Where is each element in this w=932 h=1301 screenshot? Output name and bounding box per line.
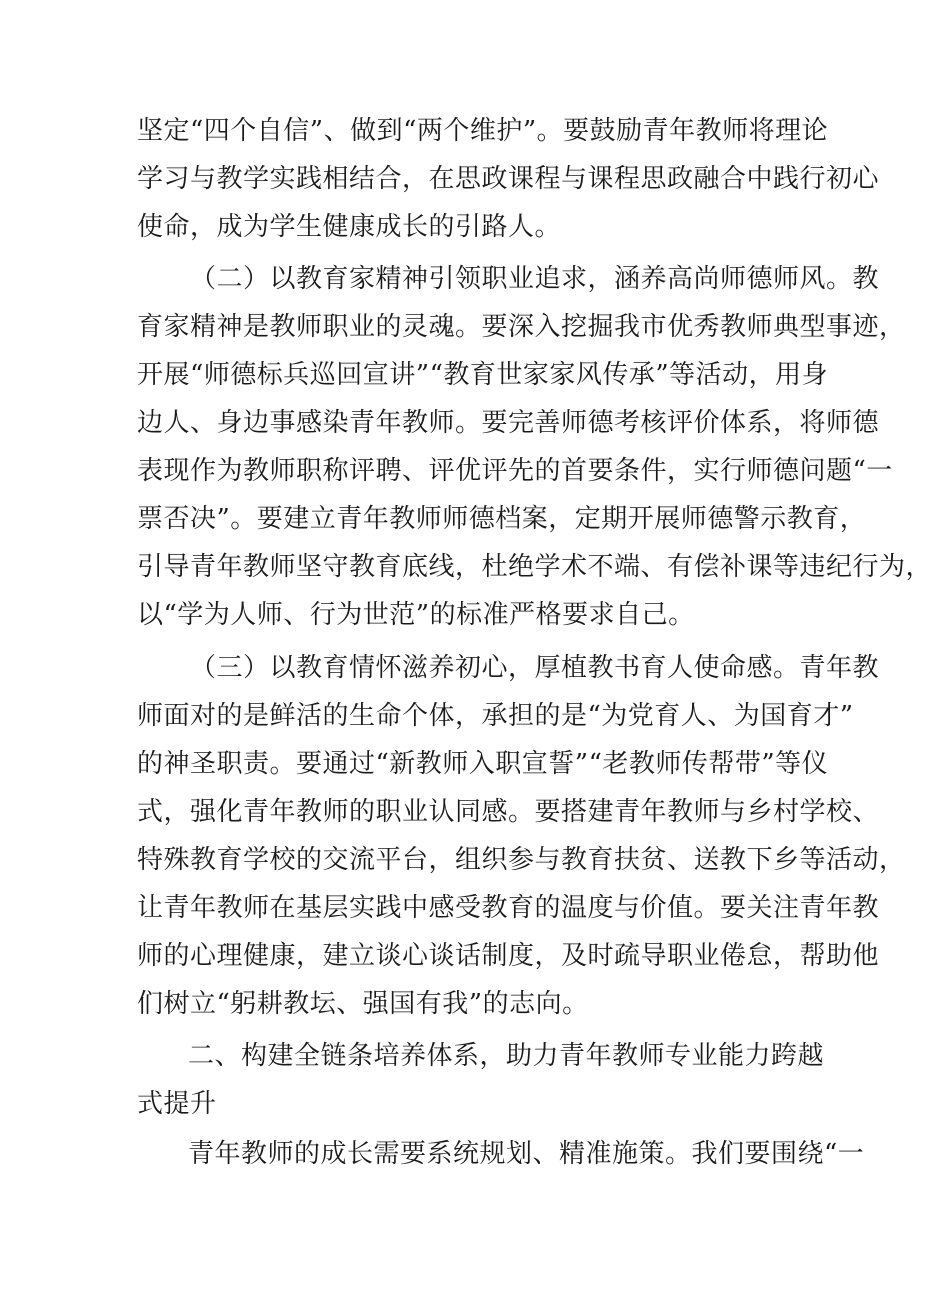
para3-line-2: 师面对的是鲜活的生命个体，承担的是“为党育人、为国育才” — [137, 701, 854, 731]
para2-line-8: 以“学为人师、行为世范”的标准严格要求自己。 — [137, 600, 695, 630]
para2-line-7: 引导青年教师坚守教育底线，杜绝学术不端、有偿补课等违纪行为， — [137, 552, 932, 582]
para1-line-2: 学习与教学实践相结合，在思政课程与课程思政融合中践行初心 — [137, 164, 880, 194]
para3-line-6: 让青年教师在基层实践中感受教育的温度与价值。要关注青年教 — [137, 893, 880, 923]
para2-line-3: 开展“师德标兵巡回宣讲”“教育世家家风传承”等活动，用身 — [137, 360, 829, 390]
para3-line-4: 式，强化青年教师的职业认同感。要搭建青年教师与乡村学校、 — [137, 797, 880, 827]
section-heading-line-2: 式提升 — [137, 1089, 217, 1119]
para1-line-1: 坚定“四个自信”、做到“两个维护”。要鼓励青年教师将理论 — [137, 116, 829, 146]
section-heading-line-1: 二、构建全链条培养体系，助力青年教师专业能力跨越 — [188, 1041, 825, 1071]
para2-line-5: 表现作为教师职称评聘、评优评先的首要条件，实行师德问题“一 — [137, 456, 893, 486]
para2-line-1: （二）以教育家精神引领职业追求，涵养高尚师德师风。教 — [190, 264, 880, 294]
para3-line-5: 特殊教育学校的交流平台，组织参与教育扶贫、送教下乡等活动， — [137, 845, 906, 875]
para2-line-2: 育家精神是教师职业的灵魂。要深入挖掘我市优秀教师典型事迹， — [137, 312, 906, 342]
para1-line-3: 使命，成为学生健康成长的引路人。 — [137, 212, 562, 242]
para3-line-3: 的神圣职责。要通过“新教师入职宣誓”“老教师传帮带”等仪 — [137, 749, 829, 779]
para3-line-8: 们树立“躬耕教坛、强国有我”的志向。 — [137, 989, 589, 1019]
para3-line-1: （三）以教育情怀滋养初心，厚植教书育人使命感。青年教 — [190, 653, 880, 683]
para2-line-4: 边人、身边事感染青年教师。要完善师德考核评价体系，将师德 — [137, 408, 880, 438]
para4-line-1: 青年教师的成长需要系统规划、精准施策。我们要围绕“一 — [188, 1139, 865, 1169]
para2-line-6: 票否决”。要建立青年教师师德档案，定期开展师德警示教育， — [137, 504, 867, 534]
para3-line-7: 师的心理健康，建立谈心谈话制度，及时疏导职业倦怠，帮助他 — [137, 941, 880, 971]
